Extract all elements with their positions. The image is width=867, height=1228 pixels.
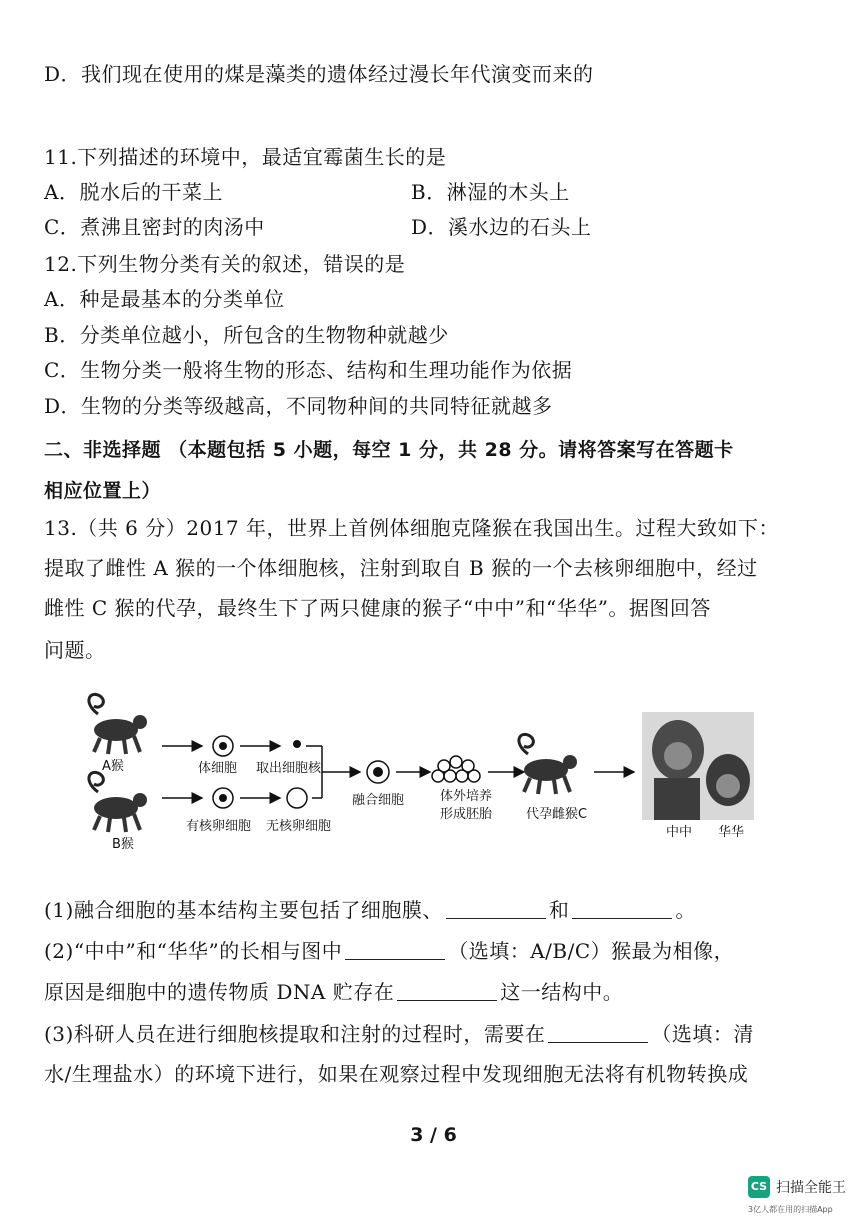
camscanner-app-name: 扫描全能王 <box>776 1180 846 1196</box>
q13-sub2-text-d: 这一结构中。 <box>500 980 624 1004</box>
answer-blank-5[interactable] <box>548 1022 648 1043</box>
q13-sub1-text-a: (1)融合细胞的基本结构主要包括了细胞膜、 <box>44 898 443 922</box>
q13-intro-line3: 雌性 C 猴的代孕，最终生下了两只健康的猴子“中中”和“华华”。据图回答 <box>44 596 711 620</box>
extracted-nucleus-icon <box>293 740 301 748</box>
q10-option-d: D．我们现在使用的煤是藻类的遗体经过漫长年代演变而来的 <box>44 62 594 86</box>
q13-sub1-text-c: 。 <box>675 898 696 922</box>
baby-huahua-label: 华华 <box>718 825 745 840</box>
culture-label-2: 形成胚胎 <box>440 807 493 822</box>
baby-zhongzhong-label: 中中 <box>666 825 693 840</box>
q13-sub2-text-b: （选填：A/B/C）猴最为相像， <box>448 939 735 963</box>
q11-stem: 11.下列描述的环境中，最适宜霉菌生长的是 <box>44 145 447 169</box>
q13-sub3-line1 <box>44 1020 754 1048</box>
q12-stem: 12.下列生物分类有关的叙述，错误的是 <box>44 252 406 276</box>
q11-option-c: C．煮沸且密封的肉汤中 <box>44 215 265 239</box>
q13-intro-line1: 13.（共 6 分）2017 年，世界上首例体细胞克隆猴在我国出生。过程大致如下： <box>44 516 780 540</box>
q13-sub3-line2: 水/生理盐水）的环境下进行，如果在观察过程中发现细胞无法将有机物转换成 <box>44 1062 749 1086</box>
monkey-c-icon <box>519 734 577 794</box>
enucleated-egg-label: 无核卵细胞 <box>266 819 332 834</box>
embryo-icon <box>432 756 480 782</box>
q12-option-b: B．分类单位越小，所包含的生物物种就越少 <box>44 323 449 347</box>
enucleated-egg-icon <box>287 788 307 808</box>
q12-option-d: D．生物的分类等级越高，不同物种间的共同特征就越多 <box>44 394 553 418</box>
q13-sub1-text-b: 和 <box>548 898 570 922</box>
answer-blank-2[interactable] <box>572 898 672 919</box>
cloning-process-diagram <box>60 688 780 858</box>
section-2-heading: 二、非选择题 （本题包括 5 小题，每空 1 分，共 28 分。请将答案写在答题卡 <box>44 439 734 461</box>
monkey-b-label: B猴 <box>112 837 134 852</box>
q13-sub2-line2 <box>44 978 623 1006</box>
baby-monkeys-photo <box>642 712 754 820</box>
q11-option-a: A．脱水后的干菜上 <box>44 180 223 204</box>
somatic-cell-label: 体细胞 <box>198 761 238 776</box>
culture-label-1: 体外培养 <box>440 789 493 804</box>
surrogate-monkey-label: 代孕雌猴C <box>526 807 588 822</box>
monkey-a-icon <box>89 694 147 754</box>
q11-option-d: D．溪水边的石头上 <box>411 215 592 239</box>
answer-blank-4[interactable] <box>397 980 497 1001</box>
q13-sub2-line1 <box>44 937 734 965</box>
q12-option-a: A．种是最基本的分类单位 <box>44 287 285 311</box>
monkey-b-icon <box>89 772 147 832</box>
q12-option-c: C．生物分类一般将生物的形态、结构和生理功能作为依据 <box>44 358 573 382</box>
fused-cell-label: 融合细胞 <box>352 793 405 808</box>
camscanner-slogan: 3亿人都在用的扫描App <box>748 1205 833 1214</box>
answer-blank-1[interactable] <box>446 898 546 919</box>
q13-sub2-text-a: (2)“中中”和“华华”的长相与图中 <box>44 939 343 963</box>
section-2-heading-cont: 相应位置上） <box>44 480 162 502</box>
extract-nucleus-label: 取出细胞核 <box>256 761 322 776</box>
monkey-a-label: A猴 <box>102 759 124 774</box>
q13-sub3-text-b: （选填：清 <box>651 1022 754 1046</box>
nucleated-egg-label: 有核卵细胞 <box>186 819 252 834</box>
camscanner-logo-icon: CS <box>748 1176 770 1198</box>
answer-blank-3[interactable] <box>345 939 445 960</box>
q13-sub2-text-c: 原因是细胞中的遗传物质 DNA 贮存在 <box>44 980 395 1004</box>
q13-sub1 <box>44 896 696 924</box>
q13-sub3-text-a: (3)科研人员在进行细胞核提取和注射的过程时，需要在 <box>44 1022 546 1046</box>
q13-intro-line2: 提取了雌性 A 猴的一个体细胞核，注射到取自 B 猴的一个去核卵细胞中，经过 <box>44 556 758 580</box>
q13-intro-line4: 问题。 <box>44 638 106 662</box>
q11-option-b: B．淋湿的木头上 <box>411 180 570 204</box>
page-number: 3 / 6 <box>410 1124 457 1146</box>
